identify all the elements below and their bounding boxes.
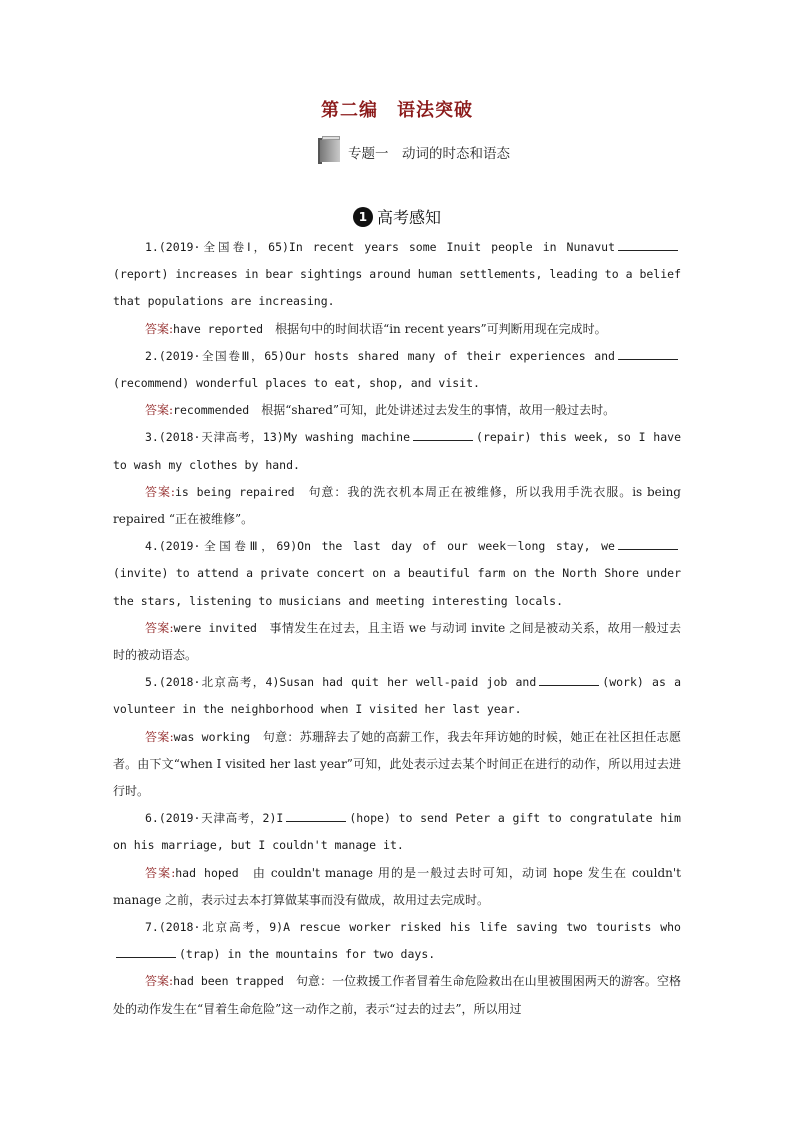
question-list <box>113 234 681 1023</box>
question-source: 2.(2019·全国卷Ⅲ，65) <box>145 348 285 363</box>
question-source: 1.(2019·全国卷Ⅰ，65) <box>145 240 289 254</box>
question-item <box>113 234 681 316</box>
question-text-before: Our hosts shared many of their experiences and <box>284 348 615 363</box>
answer-label: 答案: <box>145 865 176 880</box>
answer-item <box>113 397 681 424</box>
answer-explanation: 根据句中的时间状语“in recent years”可判断用现在完成时。 <box>275 321 607 336</box>
question-text-before: In recent years some Inuit people in Nunavut <box>288 240 615 254</box>
answer-blank <box>618 349 678 360</box>
answer-blank <box>539 675 599 686</box>
answer-text: was working <box>173 729 251 744</box>
answer-blank <box>618 539 678 550</box>
answer-label: 答案: <box>145 729 174 744</box>
question-text-after: (hope) to send Peter a gift to congratulate him on his marriage, but I couldn't manage it. <box>113 811 681 853</box>
answer-label: 答案: <box>145 484 175 499</box>
answer-explanation: 根据“shared”可知，此处讲述过去发生的事情，故用一般过去时。 <box>261 403 616 418</box>
topic-heading <box>318 132 510 164</box>
question-item <box>113 914 681 968</box>
section-heading <box>0 205 794 228</box>
page-title: 第二编 语法突破 <box>321 100 473 121</box>
answer-item <box>113 968 681 1022</box>
answer-blank <box>116 947 176 958</box>
answer-text: have reported <box>173 321 264 336</box>
question-text-before: I <box>276 811 284 826</box>
answer-item <box>113 316 681 343</box>
question-text-after: (report) increases in bear sightings around human settlements, leading to a belief that populations are increasing. <box>113 267 681 309</box>
question-text-before: My washing machine <box>283 430 411 445</box>
question-text-before: A rescue worker risked his life saving two tourists who <box>283 920 681 935</box>
answer-label: 答案: <box>145 403 174 418</box>
answer-label: 答案: <box>145 974 174 989</box>
answer-blank <box>286 811 346 822</box>
topic-title: 专题一 动词的时态和语态 <box>348 146 510 162</box>
answer-explanation: 句意：我的洗衣机本周正在被维修，所以我用手洗衣服。is being repaired “正在被维修”。 <box>113 484 681 527</box>
question-text-after: (repair) this week, so I have to wash my clothes by hand. <box>113 430 681 472</box>
answer-text: had hoped <box>175 865 239 880</box>
question-item <box>113 669 681 723</box>
answer-label: 答案: <box>145 321 174 336</box>
answer-blank <box>618 240 678 251</box>
question-text-after: (trap) in the mountains for two days. <box>179 947 436 962</box>
question-source: 5.(2018·北京高考，4) <box>145 675 280 690</box>
answer-text: is being repaired <box>174 484 295 499</box>
question-text-before: On the last day of our week－long stay, we <box>297 539 615 554</box>
answer-item <box>113 615 681 669</box>
section-title: 高考感知 <box>376 208 441 227</box>
answer-explanation: 由 couldn't manage 用的是一般过去时可知，动词 hope 发生在 couldn't manage 之前，表示过去本打算做某事而没有做成，故用过去完成时。 <box>113 865 682 907</box>
question-item <box>113 805 681 859</box>
question-source: 3.(2018·天津高考，13) <box>145 430 284 445</box>
question-item <box>113 533 681 615</box>
question-source: 4.(2019·全国卷Ⅲ，69) <box>145 539 298 554</box>
question-text-after: (recommend) wonderful places to eat, shop, and visit. <box>113 376 480 391</box>
question-item <box>113 343 681 397</box>
question-text-after: (invite) to attend a private concert on a beautiful farm on the North Shore under the stars, listening to musicians and meeting interesting locals. <box>113 566 681 608</box>
answer-text: were invited <box>173 620 257 635</box>
answer-label: 答案: <box>145 620 174 635</box>
answer-text: recommended <box>173 403 250 418</box>
section-number-badge: 1 <box>353 207 373 227</box>
answer-item <box>113 479 681 533</box>
answer-item <box>113 724 681 806</box>
answer-blank <box>413 430 473 441</box>
question-text-before: Susan had quit her well-paid job and <box>279 675 537 690</box>
question-source: 7.(2018·北京高考，9) <box>145 920 284 935</box>
question-item <box>113 424 681 478</box>
answer-text: had been trapped <box>173 974 284 989</box>
book-icon <box>318 136 342 164</box>
answer-explanation: 句意：苏珊辞去了她的高薪工作，我去年拜访她的时候，她正在社区担任志愿者。由下文“when I visited her last year”可知，此处表示过去某个时间正在进行的动作，所以用过去进行时。 <box>113 729 681 799</box>
question-source: 6.(2019·天津高考，2) <box>145 811 277 826</box>
answer-explanation: 句意：一位救援工作者冒着生命危险救出在山里被围困两天的游客。空格处的动作发生在“冒着生命危险”这一动作之前，表示“过去的过去”，所以用过 <box>113 974 681 1016</box>
answer-item <box>113 860 681 914</box>
question-text-after: (work) as a volunteer in the neighborhood when I visited her last year. <box>113 675 681 717</box>
answer-explanation: 事情发生在过去，且主语 we 与动词 invite 之间是被动关系，故用一般过去时的被动语态。 <box>113 620 681 663</box>
